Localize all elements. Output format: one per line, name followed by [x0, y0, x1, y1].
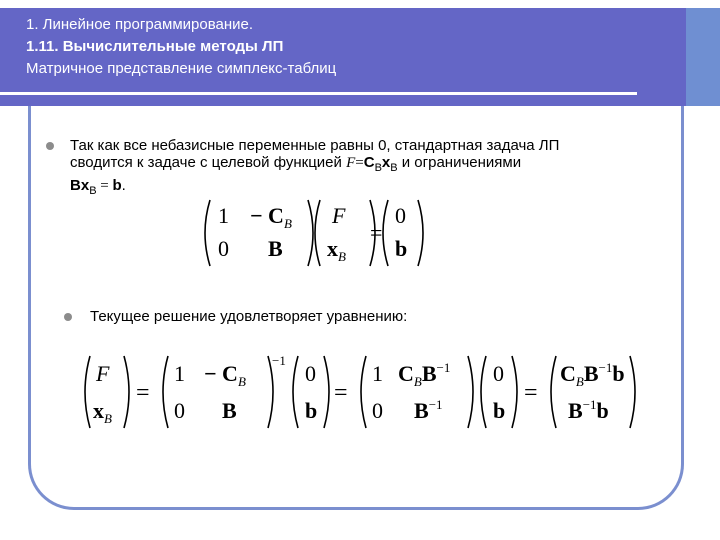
eq2-m1-12: [204, 361, 246, 389]
header-line-1: 1. Линейное программирование.: [26, 16, 254, 33]
eq2-r-right-paren: [630, 356, 635, 428]
eq2-m2-22: [414, 397, 443, 423]
eq2-m1-12-sub: B: [237, 374, 246, 389]
eq1-v1-left-paren: [315, 200, 320, 266]
eq2-r-2-b: b: [596, 398, 609, 423]
eq1-m1-12: [250, 203, 292, 231]
bullet-1-text: [70, 137, 670, 200]
bullet-1-line-2-text: сводится к задаче с целевой функцией: [70, 154, 347, 171]
eq2-r-1: [560, 360, 625, 389]
eq2-m2-left-paren: [361, 356, 366, 428]
eq2-v2-0: 0: [493, 361, 504, 386]
eq2-r-2-B: B: [568, 398, 583, 423]
objective-C: C: [363, 154, 375, 171]
eq2-equals-3: =: [524, 380, 538, 406]
constraint-x: x: [80, 177, 90, 194]
eq2-m2-11: 1: [372, 361, 383, 386]
equation-2: [76, 352, 646, 432]
eq1-m1-22: B: [268, 236, 283, 261]
eq2-r-left-paren: [551, 356, 556, 428]
eq2-v2-b: b: [493, 398, 506, 423]
eq1-v1-x: [327, 236, 346, 264]
constraint-eq: =: [96, 178, 113, 194]
eq1-v1-x-main: x: [327, 236, 338, 261]
eq2-v-right-paren: [324, 356, 329, 428]
eq2-m1-22: B: [222, 398, 237, 423]
eq1-v2-b: b: [395, 236, 408, 261]
eq1-m1-12-C: − C: [250, 203, 284, 228]
equation-1: [196, 196, 436, 270]
eq2-v-0: 0: [305, 361, 316, 386]
constraint-b: b: [112, 177, 122, 194]
eq2-m2-12-sub: B: [413, 374, 422, 389]
eq1-v1-x-sub: B: [338, 249, 346, 264]
header-line-3: Матричное представление симплекс-таблиц: [26, 60, 337, 77]
eq1-m1-12-sub: B: [283, 216, 292, 231]
eq2-r-2: [568, 397, 609, 423]
eq2-v-left-paren: [293, 356, 298, 428]
bullet-1-line-1: Так как все небазисные переменные равны 0, стандартная задача ЛП: [70, 137, 560, 154]
eq1-m1-11: 1: [218, 203, 229, 228]
eq1-v1-F: F: [332, 203, 346, 228]
bullet-1-line-2: [70, 154, 670, 177]
eq1-equals: =: [370, 220, 383, 245]
objective-C-sub: B: [374, 162, 382, 174]
eq2-equals-2: =: [334, 380, 348, 406]
eq1-v2-left-paren: [383, 200, 388, 266]
eq2-m2-12-C: C: [398, 361, 414, 386]
objective-F: F: [346, 155, 356, 171]
objective-x: x: [381, 154, 391, 171]
eq2-m1-left-paren: [163, 356, 168, 428]
eq2-r-1-exp: −1: [598, 360, 613, 375]
eq2-inverse-exp: −1: [272, 353, 286, 368]
eq2-lhs-left-paren: [85, 356, 90, 428]
eq2-r-1-C: C: [560, 361, 576, 386]
eq2-lhs-x-main: x: [93, 398, 104, 423]
eq2-m1-12-C: − C: [204, 361, 238, 386]
objective-eq: =: [355, 155, 364, 171]
eq2-m1-21: 0: [174, 398, 185, 423]
eq2-equals-1: =: [136, 380, 150, 406]
constraint-period: .: [121, 177, 126, 194]
eq2-r-2-exp: −1: [582, 397, 597, 412]
eq1-v2-right-paren: [418, 200, 423, 266]
eq1-v2-0: 0: [395, 203, 406, 228]
eq2-m2-22-exp: −1: [428, 397, 443, 412]
constraint-x-sub: B: [89, 185, 97, 197]
eq2-lhs-x: [93, 398, 112, 426]
eq2-v-b: b: [305, 398, 318, 423]
objective-x-sub: B: [390, 162, 398, 174]
eq2-lhs-right-paren: [124, 356, 129, 428]
header-accent: [686, 8, 720, 106]
bullet-1-line-2-tail: и ограничениями: [397, 154, 522, 171]
header-divider: [0, 92, 637, 95]
slide-header: [26, 14, 336, 80]
eq2-r-1-b: b: [612, 361, 625, 386]
eq1-m1-left-paren: [205, 200, 210, 266]
eq2-m2-12-exp: −1: [436, 360, 451, 375]
bullet-1-dot: [46, 142, 54, 150]
eq2-m2-22-B: B: [414, 398, 429, 423]
eq2-r-1-sub: B: [575, 374, 584, 389]
bullet-2-text: Текущее решение удовлетворяет уравнению:: [90, 308, 408, 325]
eq2-lhs-x-sub: B: [104, 411, 112, 426]
header-line-2: 1.11. Вычислительные методы ЛП: [26, 38, 284, 55]
eq2-r-1-B: B: [583, 361, 599, 386]
eq2-m2-21: 0: [372, 398, 383, 423]
constraint-B: B: [70, 177, 81, 194]
eq2-m2-right-paren: [468, 356, 473, 428]
eq1-m1-right-paren: [308, 200, 313, 266]
eq2-m1-11: 1: [174, 361, 185, 386]
eq1-m1-21: 0: [218, 236, 229, 261]
bullet-2-dot: [64, 313, 72, 321]
eq2-m2-12-B: B: [421, 361, 437, 386]
eq2-m2-12: [398, 360, 450, 389]
eq2-v2-right-paren: [512, 356, 517, 428]
eq2-lhs-F: F: [96, 361, 110, 386]
eq2-v2-left-paren: [481, 356, 486, 428]
